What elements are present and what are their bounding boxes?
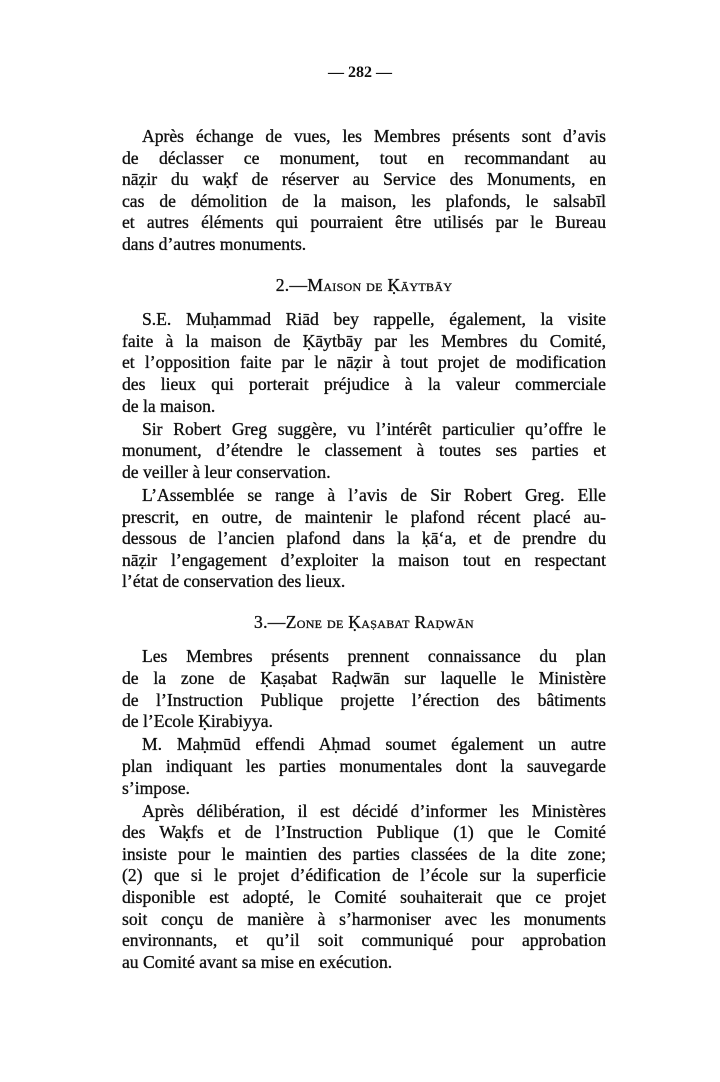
paragraph bbox=[122, 801, 606, 974]
text-line: disponible est adopté, le Comité souhaiterait que ce projet bbox=[122, 887, 606, 907]
text-line: insiste pour le maintien des parties classées de la dite zone; bbox=[122, 843, 606, 864]
text-line: dessous de l’ancien plafond dans la ḳā‘a, et de prendre du bbox=[122, 528, 606, 549]
text-line: plan indiquant les parties monumentales dont la sauvegarde bbox=[122, 755, 606, 776]
text-line: nāẓir du waḳf de réserver au Service des Monuments, en bbox=[122, 169, 606, 190]
text-line: s’impose. bbox=[122, 777, 190, 798]
text-line: prescrit, en outre, de maintenir le plafond récent placé au- bbox=[122, 506, 606, 527]
text-line: et l’opposition faite par le nāẓir à tout projet de modification bbox=[122, 352, 606, 373]
text-line: Après échange de vues, les Membres présents sont d’avis bbox=[142, 126, 606, 146]
text-line: S.E. Muḥammad Riād bey rappelle, également, la visite bbox=[142, 309, 606, 330]
text-line: cas de démolition de la maison, les plafonds, le salsabīl bbox=[122, 190, 606, 211]
text-line: monument, d’étendre le classement à toutes ses parties et bbox=[122, 440, 606, 461]
section-heading: 2.—Maison de Ḳāytbāy bbox=[275, 274, 453, 295]
paragraph bbox=[122, 485, 606, 593]
text-line: l’état de conservation des lieux. bbox=[122, 571, 346, 592]
text-line: de la zone de Ḳaṣabat Raḍwān sur laquelle le Ministère bbox=[122, 668, 606, 689]
text-line: des Waḳfs et de l’Instruction Publique (1) que le Comité bbox=[122, 822, 606, 843]
text-line: et autres éléments qui pourraient être utilisés par le Bureau bbox=[122, 212, 606, 233]
document-body bbox=[122, 126, 606, 975]
text-line: M. Maḥmūd effendi Aḥmad soumet également un autre bbox=[142, 734, 606, 755]
text-line: soit conçu de manière à s’harmoniser avec les monuments bbox=[122, 908, 606, 929]
text-line: environnants, et qu’il soit communiqué pour approbation bbox=[122, 930, 606, 951]
text-line: (2) que si le projet d’édification de l’école sur la superficie bbox=[122, 865, 606, 886]
text-line: des lieux qui porterait préjudice à la valeur commerciale bbox=[122, 373, 606, 394]
text-line: de l’Ecole Ḳirabiyya. bbox=[122, 711, 273, 732]
paragraph bbox=[122, 309, 606, 417]
text-line: Les Membres présents prennent connaissance du plan bbox=[142, 646, 606, 667]
text-line: de la maison. bbox=[122, 395, 216, 416]
section-heading: 3.—Zone de Ḳaṣabat Raḍwān bbox=[254, 611, 474, 632]
paragraph bbox=[122, 734, 606, 799]
text-line: Après délibération, il est décidé d’informer les Ministères bbox=[142, 800, 606, 821]
paragraph bbox=[122, 126, 606, 256]
text-line: faite à la maison de Ḳāytbāy par les Membres du Comité, bbox=[122, 330, 606, 351]
paragraph bbox=[122, 419, 606, 484]
text-line: Sir Robert Greg suggère, vu l’intérêt particulier qu’offre le bbox=[142, 418, 606, 439]
paragraph bbox=[122, 646, 606, 732]
text-line: de déclasser ce monument, tout en recommandant au bbox=[122, 147, 606, 168]
text-line: de veiller à leur conservation. bbox=[122, 461, 331, 482]
text-line: dans d’autres monuments. bbox=[122, 233, 307, 254]
page-number: — 282 — bbox=[328, 64, 392, 81]
text-line: au Comité avant sa mise en exécution. bbox=[122, 951, 393, 972]
text-line: L’Assemblée se range à l’avis de Sir Robert Greg. Elle bbox=[142, 484, 606, 505]
text-line: de l’Instruction Publique projette l’érection des bâtiments bbox=[122, 689, 606, 710]
text-line: nāẓir l’engagement d’exploiter la maison tout en respectant bbox=[122, 549, 606, 570]
